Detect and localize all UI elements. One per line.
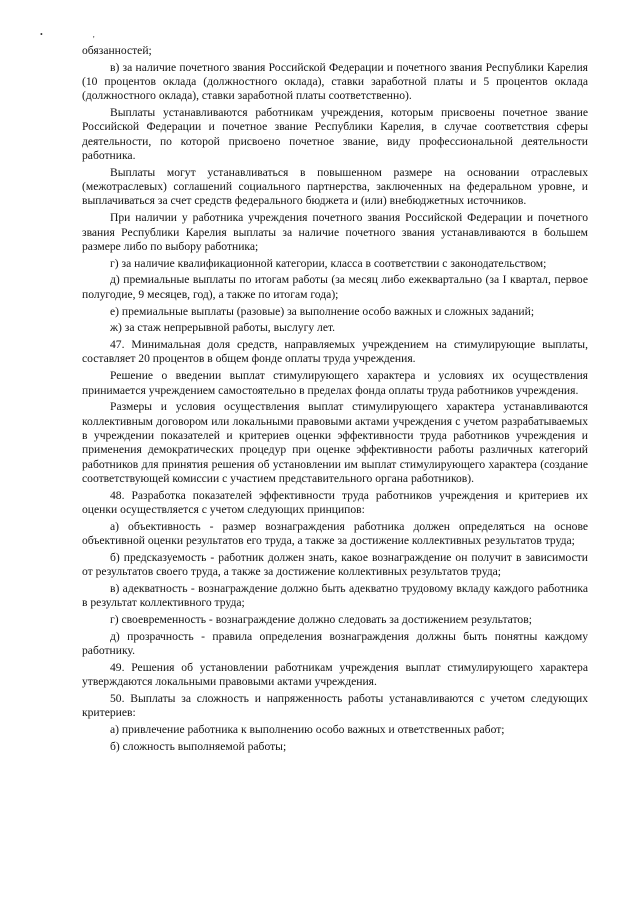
paragraph: Выплаты могут устанавливаться в повышенном размере на основании отраслевых (межотраслевых) соглашений социального партнерства, заключенных на федеральном уровне, и выплачиваться за счет средств федерального бюджета и (или) внебюджетных источников. xyxy=(82,165,588,208)
paragraph: д) премиальные выплаты по итогам работы (за месяц либо ежеквартально (за I квартал, первое полугодие, 9 месяцев, год), а также по итогам года); xyxy=(82,273,588,301)
paragraph: 50. Выплаты за сложность и напряженность работы устанавливаются с учетом следующих критериев: xyxy=(82,691,588,720)
paragraph: в) за наличие почетного звания Российской Федерации и почетного звания Республики Карелия (10 процентов оклада (должностного оклада), ставки заработной платы и 5 процентов оклада (должностного оклада), ставки заработной платы соответственно). xyxy=(82,60,588,103)
paragraph: Выплаты устанавливаются работникам учреждения, которым присвоены почетное звание Российской Федерации и почетное звание Республики Карелия, в случае соответствия сферы деятельности, по которой присвоено почетное звание, виду профессиональной деятельности работника. xyxy=(82,106,588,163)
paragraph: а) объективность - размер вознаграждения работника должен определяться на основе объективной оценки результатов его труда, а также за достижение коллективных результатов труда; xyxy=(82,519,588,547)
paragraph: г) своевременность - вознаграждение должно следовать за достижением результатов; xyxy=(110,612,532,626)
paragraph: Решение о введении выплат стимулирующего характера и условиях их осуществления принимается учреждением самостоятельно в пределах фонда оплаты труда работников учреждения. xyxy=(82,369,588,397)
paragraph: ж) за стаж непрерывной работы, выслугу лет. xyxy=(110,321,336,335)
paragraph: 47. Минимальная доля средств, направляемых учреждением на стимулирующие выплаты, составляет 20 процентов в общем фонде оплаты труда учреждения. xyxy=(82,338,588,366)
paragraph: 48. Разработка показателей эффективности труда работников учреждения и критериев их оценки осуществляется с учетом следующих принципов: xyxy=(82,488,588,516)
paragraph: При наличии у работника учреждения почетного звания Российской Федерации и почетного звания Республики Карелия выплаты за наличие почетного звания устанавливаются в большем размере либо по выбору работника; xyxy=(82,211,588,253)
paragraph: б) предсказуемость - работник должен знать, какое вознаграждение он получит в зависимости от результатов своего труда, а также за достижение коллективных результатов труда; xyxy=(82,550,588,579)
paragraph: обязанностей; xyxy=(82,44,152,57)
paragraph: д) прозрачность - правила определения вознаграждения должны быть понятны каждому работнику. xyxy=(82,629,588,658)
paragraph: а) привлечение работника к выполнению особо важных и ответственных работ; xyxy=(110,723,505,737)
scan-marks: • , xyxy=(40,30,119,39)
paragraph: г) за наличие квалификационной категории, класса в соответствии с законодательством; xyxy=(110,256,547,270)
paragraph: в) адекватность - вознаграждение должно быть адекватно трудовому вкладу каждого работника в результат коллективного труда; xyxy=(82,581,588,610)
paragraph: Размеры и условия осуществления выплат стимулирующего характера устанавливаются коллективным договором или локальными правовыми актами учреждения с учетом разрабатываемых в учреждении показателей и критериев оценки эффективности труда работников учреждения и применения демократических процедур при оценке эффективности работы различных категорий работников для принятия решения об установлении им выплат стимулирующего характера (создание соответствующей комиссии с участием представительного органа работников). xyxy=(82,400,588,485)
document-body xyxy=(82,44,588,757)
paragraph: е) премиальные выплаты (разовые) за выполнение особо важных и сложных заданий; xyxy=(110,304,535,318)
paragraph: б) сложность выполняемой работы; xyxy=(110,739,287,753)
paragraph: 49. Решения об установлении работникам учреждения выплат стимулирующего характера утверждаются локальными правовыми актами учреждения. xyxy=(82,660,588,689)
